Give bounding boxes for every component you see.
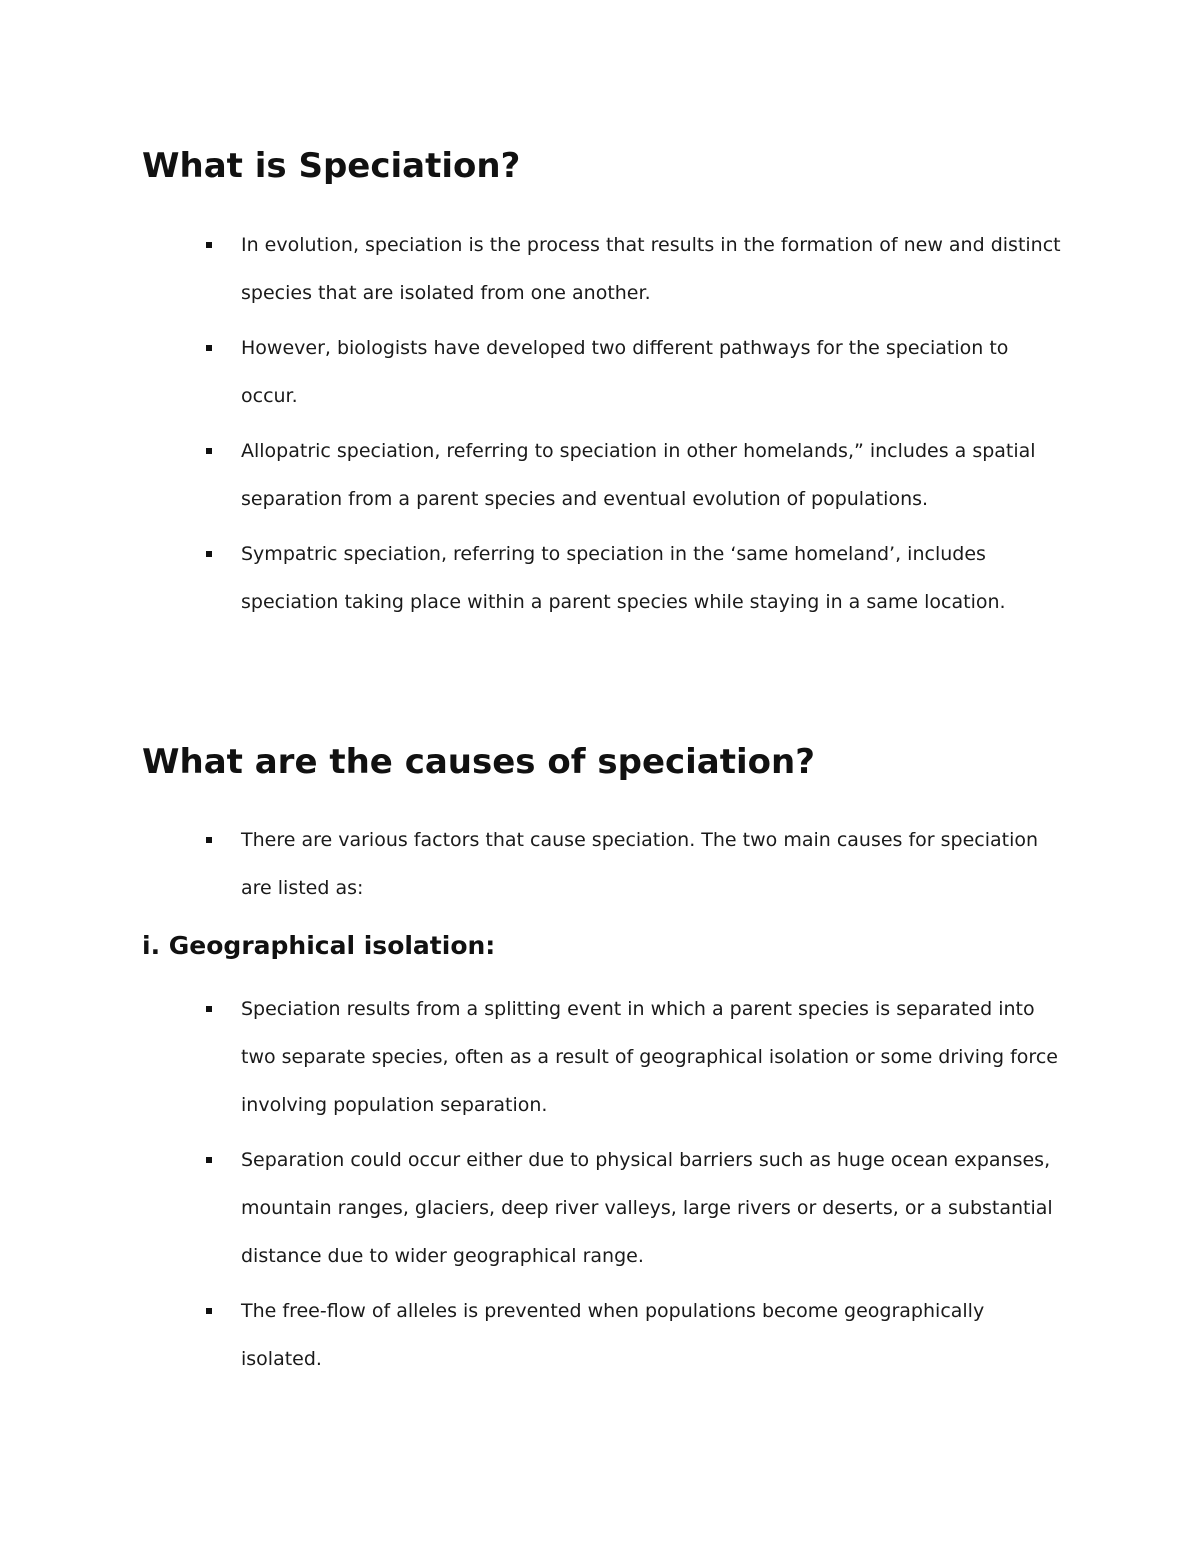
square-bullet-icon (206, 1157, 212, 1163)
list-item (200, 816, 1070, 912)
list-item-text: Sympatric speciation, referring to speciation in the ‘same homeland’, includes speciation taking place within a parent species while staying in a same location. (241, 543, 1006, 613)
list-item (200, 221, 1070, 317)
square-bullet-icon (206, 345, 212, 351)
list-item (200, 1287, 1070, 1383)
list-item-text: Separation could occur either due to physical barriers such as huge ocean expanses, mountain ranges, glaciers, deep river valleys, large rivers or deserts, or a substantial distance due to wider geographical range. (241, 1149, 1053, 1267)
list-item-text: In evolution, speciation is the process that results in the formation of new and distinct species that are isolated from one another. (241, 234, 1061, 304)
heading-geographical-isolation: i. Geographical isolation: (142, 931, 496, 960)
list-item (200, 530, 1070, 626)
square-bullet-icon (206, 551, 212, 557)
list-item (200, 1136, 1070, 1280)
list-item-text: However, biologists have developed two different pathways for the speciation to occur. (241, 337, 1009, 407)
list-item-text: Speciation results from a splitting event in which a parent species is separated into two separate species, often as a result of geographical isolation or some driving force involving population separation. (241, 998, 1058, 1116)
geographical-isolation-list (200, 985, 1070, 1383)
square-bullet-icon (206, 1006, 212, 1012)
list-item-text: Allopatric speciation, referring to speciation in other homelands,” includes a spatial separation from a parent species and eventual evolution of populations. (241, 440, 1036, 510)
list-item-text: There are various factors that cause speciation. The two main causes for speciation are listed as: (241, 829, 1039, 899)
square-bullet-icon (206, 837, 212, 843)
list-item (200, 985, 1070, 1129)
heading-what-is-speciation: What is Speciation? (142, 146, 521, 186)
causes-list (200, 816, 1070, 912)
list-item (200, 324, 1070, 420)
list-item-text: The free-flow of alleles is prevented when populations become geographically isolated. (241, 1300, 985, 1370)
square-bullet-icon (206, 1308, 212, 1314)
heading-causes-of-speciation: What are the causes of speciation? (142, 742, 815, 782)
square-bullet-icon (206, 242, 212, 248)
list-item (200, 427, 1070, 523)
speciation-definition-list (200, 221, 1070, 626)
square-bullet-icon (206, 448, 212, 454)
